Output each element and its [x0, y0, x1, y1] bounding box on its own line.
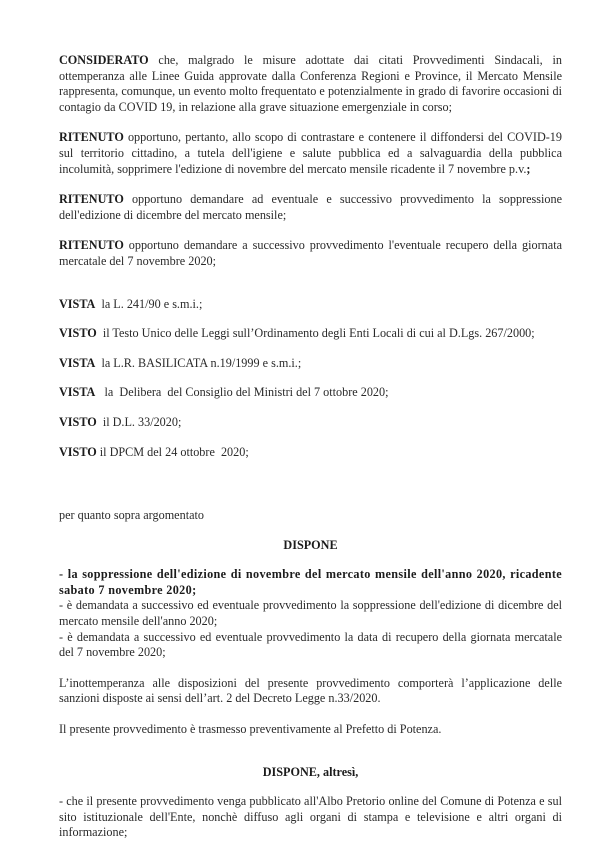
visto-text: il DPCM del 24 ottobre 2020;	[96, 444, 249, 459]
ritenuto-paragraph-1	[59, 130, 562, 177]
document-page	[59, 53, 562, 841]
visto-text: la L.R. BASILICATA n.19/1999 e s.m.i.;	[95, 355, 302, 370]
ritenuto-text: opportuno demandare a successivo provvedimento l'eventuale recupero della giornata mercatale del 7 novembre 2020;	[59, 238, 562, 268]
visto-item	[59, 326, 562, 341]
dispone-heading: DISPONE	[283, 537, 338, 552]
ritenuto-paragraph-2	[59, 192, 562, 223]
visto-text: la L. 241/90 e s.m.i.;	[95, 296, 203, 311]
per-quanto-text: per quanto sopra argomentato	[59, 508, 204, 523]
visto-item	[59, 415, 562, 430]
visto-item	[59, 385, 562, 400]
prefetto-text: Il presente provvedimento è trasmesso preventivamente al Prefetto di Potenza.	[59, 722, 442, 737]
inottemperanza-text: L’inottemperanza alle disposizioni del presente provvedimento comporterà l’applicazione delle sanzioni disposte ai sensi dell’art. 2 del Decreto Legge n.33/2020.	[59, 675, 562, 706]
ritenuto-keyword: RITENUTO	[59, 238, 124, 253]
visto-text: il D.L. 33/2020;	[96, 414, 182, 429]
ritenuto-paragraph-3	[59, 238, 562, 269]
ritenuto-keyword: RITENUTO	[59, 130, 124, 145]
visto-keyword: VISTO	[59, 444, 97, 459]
ritenuto-keyword: RITENUTO	[59, 192, 124, 207]
visto-text: il Testo Unico delle Leggi sull’Ordinamento degli Enti Locali di cui al D.Lgs. 267/2000;	[96, 326, 535, 341]
ritenuto-tail: ;	[526, 161, 531, 176]
ritenuto-text: opportuno, pertanto, allo scopo di contrastare e contenere il diffondersi del COVID-19 sul territorio cittadino, a tutela dell'igiene e salute pubblica ed a salvaguardia della pubblica incolumità, sopprimere l'edizione di novembre del mercato mensile ricadente il 7 novembre p.v.	[59, 130, 562, 176]
dispone-altresi-item-1: - che il presente provvedimento venga pubblicato all'Albo Pretorio online del Comune di Potenza e sul sito istituzionale dell'Ente, nonchè diffuso agli organi di stampa e televisione e altri organi di informazione;	[59, 794, 562, 840]
considerato-keyword: CONSIDERATO	[59, 53, 149, 67]
dispone-item-2: - è demandata a successivo ed eventuale provvedimento la soppressione dell'edizione di dicembre del mercato mensile dell'anno 2020;	[59, 598, 562, 629]
visto-text: la Delibera del Consiglio del Ministri del 7 ottobre 2020;	[95, 385, 389, 400]
considerato-text: che, malgrado le misure adottate dai citati Provvedimenti Sindacali, in ottemperanza alle Linee Guida approvate dalla Conferenza Regioni e Province, il Mercato Mensile rappresenta, comunque, un evento molto frequentato e potenzialmente in grado di favorire occasioni di contagio da COVID 19, in relazione alla grave situazione emergenziale in corso;	[59, 53, 562, 114]
dispone-item-1: - la soppressione dell'edizione di novembre del mercato mensile dell'anno 2020, ricadente sabato 7 novembre 2020;	[59, 567, 562, 597]
visto-keyword: VISTA	[59, 296, 96, 311]
visto-item	[59, 297, 562, 312]
dispone-altresi-heading: DISPONE, altresì,	[262, 764, 359, 779]
visto-item	[59, 356, 562, 371]
visto-item	[59, 445, 562, 460]
visto-keyword: VISTO	[59, 414, 97, 429]
considerato-paragraph	[59, 53, 562, 115]
dispone-item-3: - è demandata a successivo ed eventuale provvedimento la data di recupero della giornata mercatale del 7 novembre 2020;	[59, 629, 562, 660]
visto-keyword: VISTA	[59, 355, 96, 370]
visto-keyword: VISTA	[59, 385, 96, 400]
ritenuto-text: opportuno demandare ad eventuale e successivo provvedimento la soppressione dell'edizione di dicembre del mercato mensile;	[59, 192, 562, 222]
visto-keyword: VISTO	[59, 326, 97, 341]
